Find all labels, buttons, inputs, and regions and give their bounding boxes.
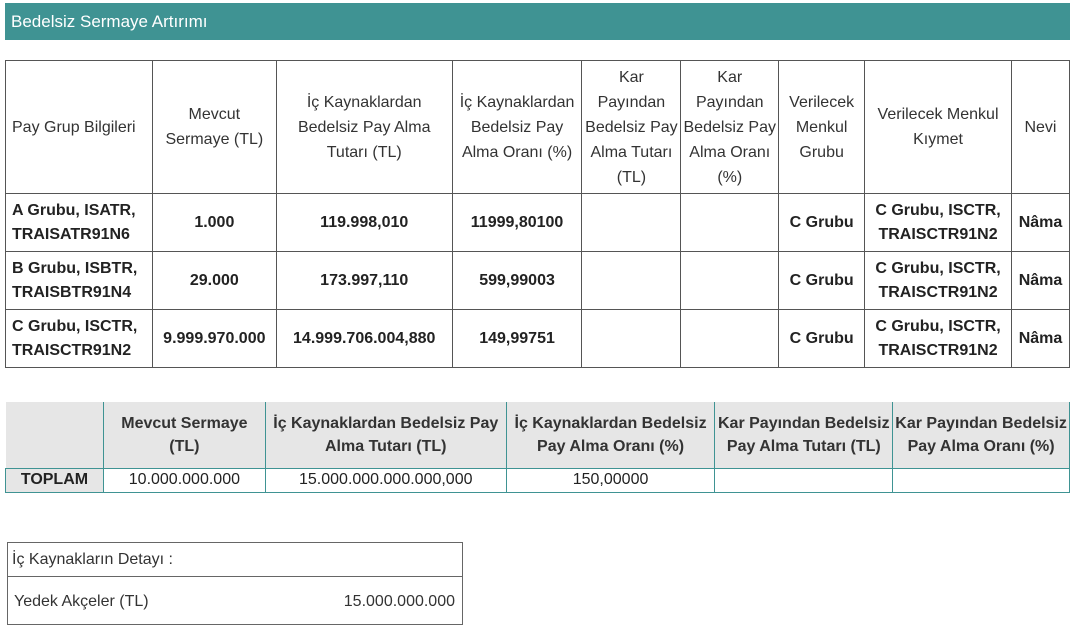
col-header-internal-rate: İç Kaynaklardan Bedelsiz Pay Alma Oranı (%) xyxy=(452,61,582,194)
cell-security-group: C Grubu xyxy=(779,310,865,368)
cell-dividend-amount xyxy=(582,194,681,252)
col-header-dividend-amount: Kar Payından Bedelsiz Pay Alma Tutarı (TL) xyxy=(582,61,681,194)
cell-group: C Grubu, ISCTR, TRAISCTR91N2 xyxy=(6,310,153,368)
totals-dividend-rate xyxy=(893,468,1070,492)
cell-dividend-rate xyxy=(681,194,779,252)
totals-table xyxy=(5,402,1070,493)
cell-security-group: C Grubu xyxy=(779,252,865,310)
cell-dividend-amount xyxy=(582,252,681,310)
cell-type: Nâma xyxy=(1011,310,1069,368)
totals-label: TOPLAM xyxy=(6,468,104,492)
totals-col-header-capital: Mevcut Sermaye (TL) xyxy=(103,402,265,468)
totals-col-header-internal-amount: İç Kaynaklardan Bedelsiz Pay Alma Tutarı (TL) xyxy=(265,402,506,468)
col-header-internal-amount: İç Kaynaklardan Bedelsiz Pay Alma Tutarı (TL) xyxy=(276,61,452,194)
totals-capital: 10.000.000.000 xyxy=(103,468,265,492)
cell-internal-amount: 119.998,010 xyxy=(276,194,452,252)
totals-internal-rate: 150,00000 xyxy=(506,468,715,492)
cell-internal-amount: 14.999.706.004,880 xyxy=(276,310,452,368)
cell-internal-amount: 173.997,110 xyxy=(276,252,452,310)
cell-group: B Grubu, ISBTR, TRAISBTR91N4 xyxy=(6,252,153,310)
totals-col-header-dividend-rate: Kar Payından Bedelsiz Pay Alma Oranı (%) xyxy=(893,402,1070,468)
col-header-security-group: Verilecek Menkul Grubu xyxy=(779,61,865,194)
totals-col-header-internal-rate: İç Kaynaklardan Bedelsiz Pay Alma Oranı (%) xyxy=(506,402,715,468)
cell-dividend-rate xyxy=(681,252,779,310)
internal-sources-detail xyxy=(7,542,463,625)
table-row xyxy=(6,194,1070,252)
cell-security: C Grubu, ISCTR, TRAISCTR91N2 xyxy=(865,252,1012,310)
cell-capital: 9.999.970.000 xyxy=(152,310,276,368)
pay-group-table xyxy=(5,60,1070,368)
table-header-row xyxy=(6,61,1070,194)
cell-group: A Grubu, ISATR, TRAISATR91N6 xyxy=(6,194,153,252)
col-header-type: Nevi xyxy=(1011,61,1069,194)
cell-security-group: C Grubu xyxy=(779,194,865,252)
table-row xyxy=(6,310,1070,368)
cell-internal-rate: 149,99751 xyxy=(452,310,582,368)
detail-label: Yedek Akçeler (TL) xyxy=(14,592,149,610)
totals-col-header-label xyxy=(6,402,104,468)
table-row xyxy=(6,252,1070,310)
totals-col-header-dividend-amount: Kar Payından Bedelsiz Pay Alma Tutarı (TL) xyxy=(715,402,893,468)
col-header-security: Verilecek Menkul Kıymet xyxy=(865,61,1012,194)
cell-dividend-rate xyxy=(681,310,779,368)
cell-dividend-amount xyxy=(582,310,681,368)
cell-type: Nâma xyxy=(1011,252,1069,310)
cell-security: C Grubu, ISCTR, TRAISCTR91N2 xyxy=(865,194,1012,252)
detail-row xyxy=(8,577,462,626)
totals-header-row xyxy=(6,402,1070,468)
col-header-capital: Mevcut Sermaye (TL) xyxy=(152,61,276,194)
cell-type: Nâma xyxy=(1011,194,1069,252)
totals-dividend-amount xyxy=(715,468,893,492)
cell-internal-rate: 599,99003 xyxy=(452,252,582,310)
cell-security: C Grubu, ISCTR, TRAISCTR91N2 xyxy=(865,310,1012,368)
totals-internal-amount: 15.000.000.000.000,000 xyxy=(265,468,506,492)
cell-internal-rate: 11999,80100 xyxy=(452,194,582,252)
page-title: Bedelsiz Sermaye Artırımı xyxy=(11,11,208,31)
cell-capital: 1.000 xyxy=(152,194,276,252)
totals-row xyxy=(6,468,1070,492)
cell-capital: 29.000 xyxy=(152,252,276,310)
detail-title: İç Kaynakların Detayı : xyxy=(8,543,462,577)
col-header-group: Pay Grup Bilgileri xyxy=(6,61,153,194)
detail-value: 15.000.000.000 xyxy=(343,592,455,610)
page-header xyxy=(5,3,1070,40)
col-header-dividend-rate: Kar Payından Bedelsiz Pay Alma Oranı (%) xyxy=(681,61,779,194)
